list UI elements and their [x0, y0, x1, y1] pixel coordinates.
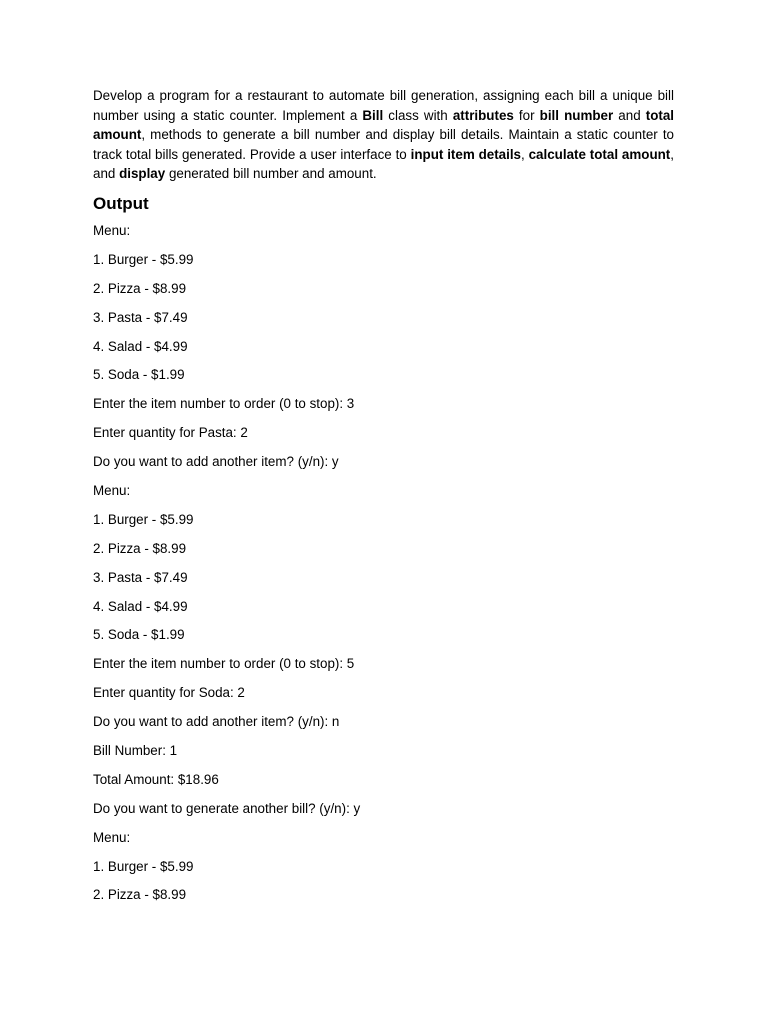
statement-text: ,	[521, 146, 529, 162]
output-line: 3. Pasta - $7.49	[93, 569, 188, 585]
emphasized-text: Bill	[362, 107, 384, 123]
output-line: 4. Salad - $4.99	[93, 598, 188, 614]
emphasized-text: attributes	[452, 107, 514, 123]
output-heading: Output	[93, 193, 149, 213]
document-page	[93, 86, 674, 916]
emphasized-text: input item details	[410, 146, 522, 162]
output-lines	[93, 223, 674, 903]
statement-text: generated bill number and amount.	[165, 166, 377, 182]
output-line: 5. Soda - $1.99	[93, 367, 185, 383]
statement-text: Develop a program for a restaurant to automate bill generation, assigning each bill a unique bill number using a static counter. Implement a	[93, 88, 674, 123]
output-line: Enter quantity for Pasta: 2	[93, 425, 248, 441]
statement-text: and	[613, 107, 646, 123]
statement-text: , and	[93, 146, 674, 182]
output-line: Total Amount: $18.96	[93, 771, 219, 787]
output-line: 2. Pizza - $8.99	[93, 280, 187, 296]
output-line: Do you want to add another item? (y/n): n	[93, 714, 340, 730]
emphasized-text: display	[119, 166, 166, 182]
output-line: Menu:	[93, 482, 131, 498]
output-line: 1. Burger - $5.99	[93, 511, 194, 527]
output-line: 2. Pizza - $8.99	[93, 540, 187, 556]
output-line: 2. Pizza - $8.99	[93, 887, 187, 903]
output-line: 3. Pasta - $7.49	[93, 309, 188, 325]
emphasized-text: calculate total amount	[528, 146, 671, 162]
statement-text: class with	[383, 107, 453, 123]
output-line: Enter the item number to order (0 to stop): 3	[93, 396, 355, 412]
statement-text: for	[513, 107, 540, 123]
output-line: 1. Burger - $5.99	[93, 251, 194, 267]
output-line: Do you want to add another item? (y/n): y	[93, 454, 339, 470]
statement-text: , methods to generate a bill number and display bill details. Maintain a static counter to track total bills generated. Provide a user interface to	[93, 127, 674, 162]
output-line: Enter quantity for Soda: 2	[93, 685, 245, 701]
output-line: Bill Number: 1	[93, 743, 178, 758]
output-line: 5. Soda - $1.99	[93, 627, 185, 643]
emphasized-text: total amount	[93, 107, 674, 143]
output-line: 4. Salad - $4.99	[93, 338, 188, 354]
output-line: 1. Burger - $5.99	[93, 858, 194, 874]
emphasized-text: bill number	[539, 107, 614, 123]
output-line: Menu:	[93, 829, 131, 845]
output-line: Do you want to generate another bill? (y/n): y	[93, 800, 361, 816]
problem-statement	[93, 86, 674, 184]
output-line: Menu:	[93, 222, 131, 238]
output-line: Enter the item number to order (0 to stop): 5	[93, 656, 355, 672]
